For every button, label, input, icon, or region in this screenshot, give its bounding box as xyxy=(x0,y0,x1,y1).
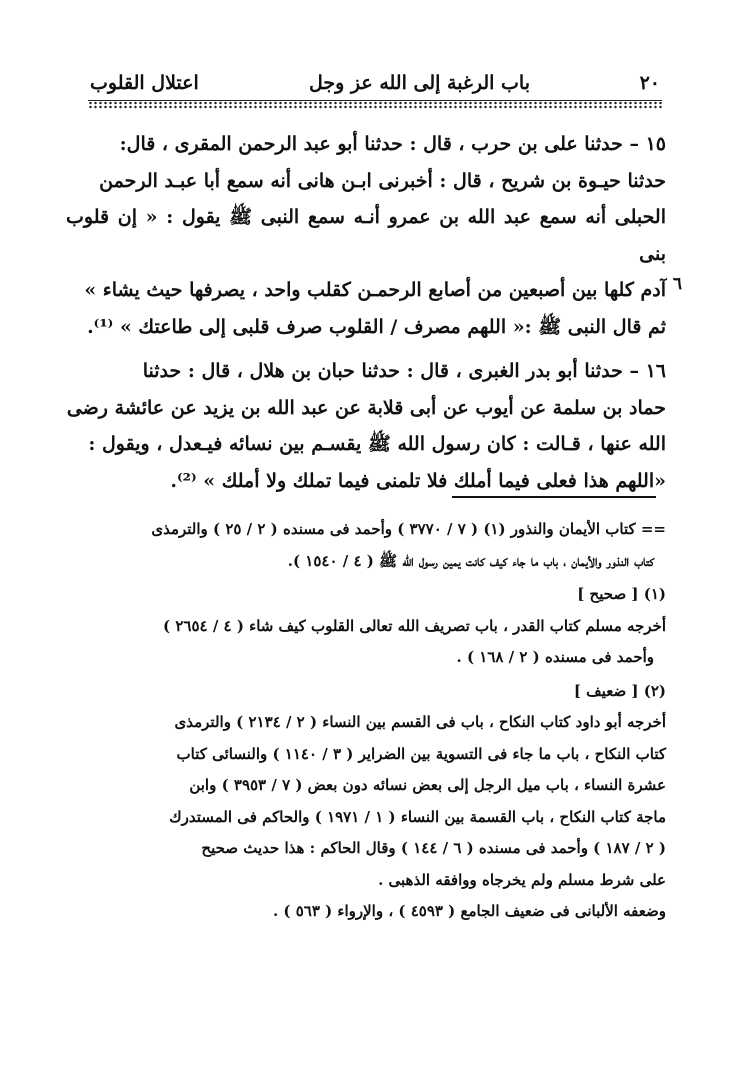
hadith-16-line: حماد بن سلمة عن أيوب عن أبى قلابة عن عبد الله بن يزيد عن عائشة رضى xyxy=(66,396,666,419)
footnote-marker: (٢) [ ضعيف ] xyxy=(573,681,666,700)
footnote-line: ماجة كتاب النكاح ، باب القسمة بين النساء ( ١ / ١٩٧١ ) والحاكم فى المستدرك xyxy=(169,807,666,826)
hadith-15-line: ثم قال النبى ﷺ :« اللهم مصرف / القلوب صرف قلبى إلى طاعتك » ⁽¹⁾. xyxy=(87,315,666,338)
footnote-separator xyxy=(452,496,656,498)
footnote-line: وأحمد فى مسنده ( ٢ / ١٦٨ ) . xyxy=(456,648,654,666)
hadith-16-line: الله عنها ، قـالت : كان رسول الله ﷺ يقسـم بين نسائه فيـعدل ، ويقول : xyxy=(88,433,666,455)
margin-number: ٦ xyxy=(672,274,682,294)
footnote-line: عشرة النساء ، باب ميل الرجل إلى بعض نسائه دون بعض ( ٧ / ٣٩٥٣ ) وابن xyxy=(189,776,666,794)
footnote-line: == كتاب الأيمان والنذور (١) ( ٧ / ٣٧٧٠ ) وأحمد فى مسنده ( ٢ / ٢٥ ) والترمذى xyxy=(151,520,666,538)
footnote-line: كتاب النكاح ، باب ما جاء فى التسوية بين الضراير ( ٣ / ١١٤٠ ) والنسائى كتاب xyxy=(176,744,666,763)
chapter-title: باب الرغبة إلى الله عز وجل xyxy=(308,72,530,94)
footnote-line: أخرجه أبو داود كتاب النكاح ، باب فى القسم بين النساء ( ٢ / ٢١٣٤ ) والترمذى xyxy=(174,713,666,731)
hadith-15-line: الحبلى أنه سمع عبد الله بن عمرو أنـه سمع النبى ﷺ يقول : « إن قلوب بنى xyxy=(66,206,666,265)
book-title: اعتلال القلوب xyxy=(90,72,199,94)
footnotes xyxy=(82,514,666,928)
page-number: ٢٠ xyxy=(639,72,660,94)
hadith-15-line: آدم كلها بين أصبعين من أصابع الرحمـن كقلب واحد ، يصرفها حيث يشاء » xyxy=(84,279,666,301)
hadith-16-line: ١٦ – حدثنا أبو بدر الغبرى ، قال : حدثنا حبان بن هلال ، قال : حدثنا xyxy=(142,360,666,382)
footnote-line: وضعفه الألبانى فى ضعيف الجامع ( ٤٥٩٣ ) ، والإرواء ( ٥٦٣ ) . xyxy=(272,902,666,920)
footnote-line: ( ٢ / ١٨٧ ) وأحمد فى مسنده ( ٦ / ١٤٤ ) وقال الحاكم : هذا حديث صحيح xyxy=(201,839,666,857)
footnote-line: أخرجه مسلم كتاب القدر ، باب تصريف الله تعالى القلوب كيف شاء ( ٤ / ٢٦٥٤ ) xyxy=(163,616,666,635)
header-divider xyxy=(88,100,662,109)
footnote-line: على شرط مسلم ولم يخرجاه ووافقه الذهبى . xyxy=(378,870,666,889)
running-header xyxy=(90,72,660,102)
footnote-marker: (١) [ صحيح ] xyxy=(577,585,666,603)
hadith-15-line: ١٥ – حدثنا على بن حرب ، قال : حدثنا أبو عبد الرحمن المقرى ، قال: xyxy=(119,133,666,155)
footnote-line: كتاب النذور والأيمان ، باب ما جاء كيف كانت يمين رسول الله ﷺ ( ٤ / ١٥٤٠ ). xyxy=(287,551,654,570)
hadith-15-line: حدثنا حيـوة بن شريح ، قال : أخبرنى ابـن هانى أنه سمع أبا عبـد الرحمن xyxy=(99,169,666,192)
hadith-16-line: «اللهم هذا فعلى فيما أملك فلا تلمنى فيما تملك ولا أملك » ⁽²⁾. xyxy=(170,469,666,492)
main-text xyxy=(66,126,682,499)
